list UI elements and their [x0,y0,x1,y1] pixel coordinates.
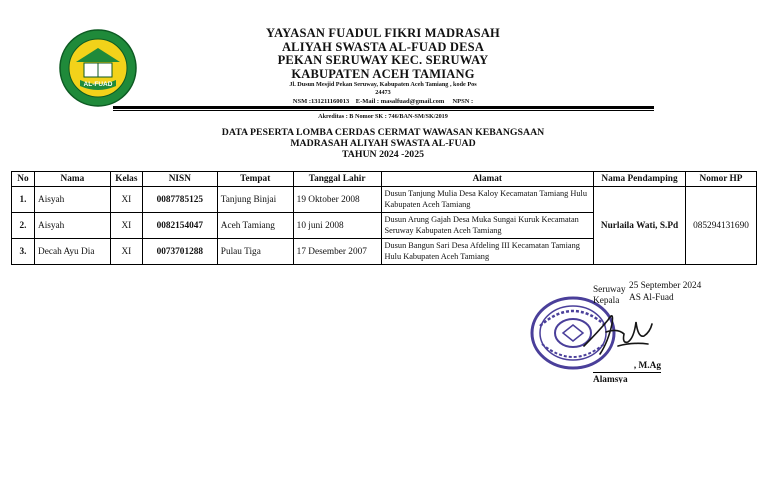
col-header-nisn: NISN [142,172,217,187]
signature-name: Alamsya [593,375,628,383]
cell-tanggal-lahir: 10 juni 2008 [293,213,381,239]
cell-tempat: Aceh Tamiang [217,213,293,239]
cell-no: 1. [12,187,35,213]
postal-code: 24473 [375,89,391,96]
header-line: YAYASAN FUADUL FIKRI MADRASAH [266,26,500,40]
header-divider-thin [113,110,654,111]
cell-no: 2. [12,213,35,239]
cell-nama: Decah Ayu Dia [34,239,110,265]
header-line: KABUPATEN ACEH TAMIANG [291,66,475,81]
cell-pendamping: Nurlaila Wati, S.Pd [594,187,686,265]
signature-date: 25 September 2024 [629,281,702,291]
signature-institution: AS Al-Fuad [629,293,674,303]
cell-kelas: XI [110,187,142,213]
cell-tempat: Pulau Tiga [217,239,293,265]
title-line: TAHUN 2024 -2025 [341,149,424,160]
title-line: DATA PESERTA LOMBA CERDAS CERMAT WAWASAN KEBANGSAAN [221,127,545,138]
header-divider-thick [113,106,654,109]
school-address [230,81,536,97]
cell-nisn: 0087785125 [142,187,217,213]
col-header-no: No [12,172,35,187]
signature-name-suffix: , M.Ag [593,361,661,373]
cell-nama: Aisyah [34,187,110,213]
col-header-tempat: Tempat [217,172,293,187]
document-title [180,127,586,160]
col-header-nama: Nama [34,172,110,187]
cell-tempat: Tanjung Binjai [217,187,293,213]
header-line: ALIYAH SWASTA AL-FUAD DESA [281,39,485,54]
col-header-pendamping: Nama Pendamping [594,172,686,187]
title-line: MADRASAH ALIYAH SWASTA AL-FUAD [290,138,476,149]
cell-nisn: 0073701288 [142,239,217,265]
table-row [12,187,757,213]
participants-table [11,171,757,265]
signature-place: Seruway [593,285,626,295]
signature-role: Kepala [593,296,620,306]
col-header-kelas: Kelas [110,172,142,187]
col-header-alamat: Alamat [381,172,594,187]
cell-nama: Aisyah [34,213,110,239]
col-header-tanggal-lahir: Tanggal Lahir [293,172,381,187]
cell-alamat: Dusun Arung Gajah Desa Muka Sungai Kuruk Kecamatan Seruway Kabupaten Aceh Tamiang [381,213,594,239]
cell-alamat: Dusun Bangun Sari Desa Afdeling III Kecamatan Tamiang Hulu Kabupaten Aceh Tamiang [381,239,594,265]
logo-text: AL-FUAD [83,81,113,88]
cell-tanggal-lahir: 19 Oktober 2008 [293,187,381,213]
cell-nomor-hp: 085294131690 [685,187,756,265]
school-logo [58,28,138,108]
header-line: PEKAN SERUWAY KEC. SERUWAY [277,53,489,67]
accreditation: Akreditas : B Nomor SK : 746/BAN-SM/SK/2019 [318,113,448,120]
cell-nisn: 0082154047 [142,213,217,239]
cell-kelas: XI [110,239,142,265]
cell-no: 3. [12,239,35,265]
cell-kelas: XI [110,213,142,239]
handwritten-signature [578,302,658,360]
cell-tanggal-lahir: 17 Desember 2007 [293,239,381,265]
col-header-nomor-hp: Nomor HP [685,172,756,187]
cell-alamat: Dusun Tanjung Mulia Desa Kaloy Kecamatan Tamiang Hulu Kabupaten Aceh Tamiang [381,187,594,213]
institution-header [230,27,536,81]
school-contact: NSM :131211160013 E-Mail : masalfuad@gmail.com NPSN : [292,98,474,105]
table-header-row [12,172,757,187]
address-line: Jl. Dusun Mesjid Pekan Seruway, Kabupaten Aceh Tamiang , kode Pos [289,81,477,88]
